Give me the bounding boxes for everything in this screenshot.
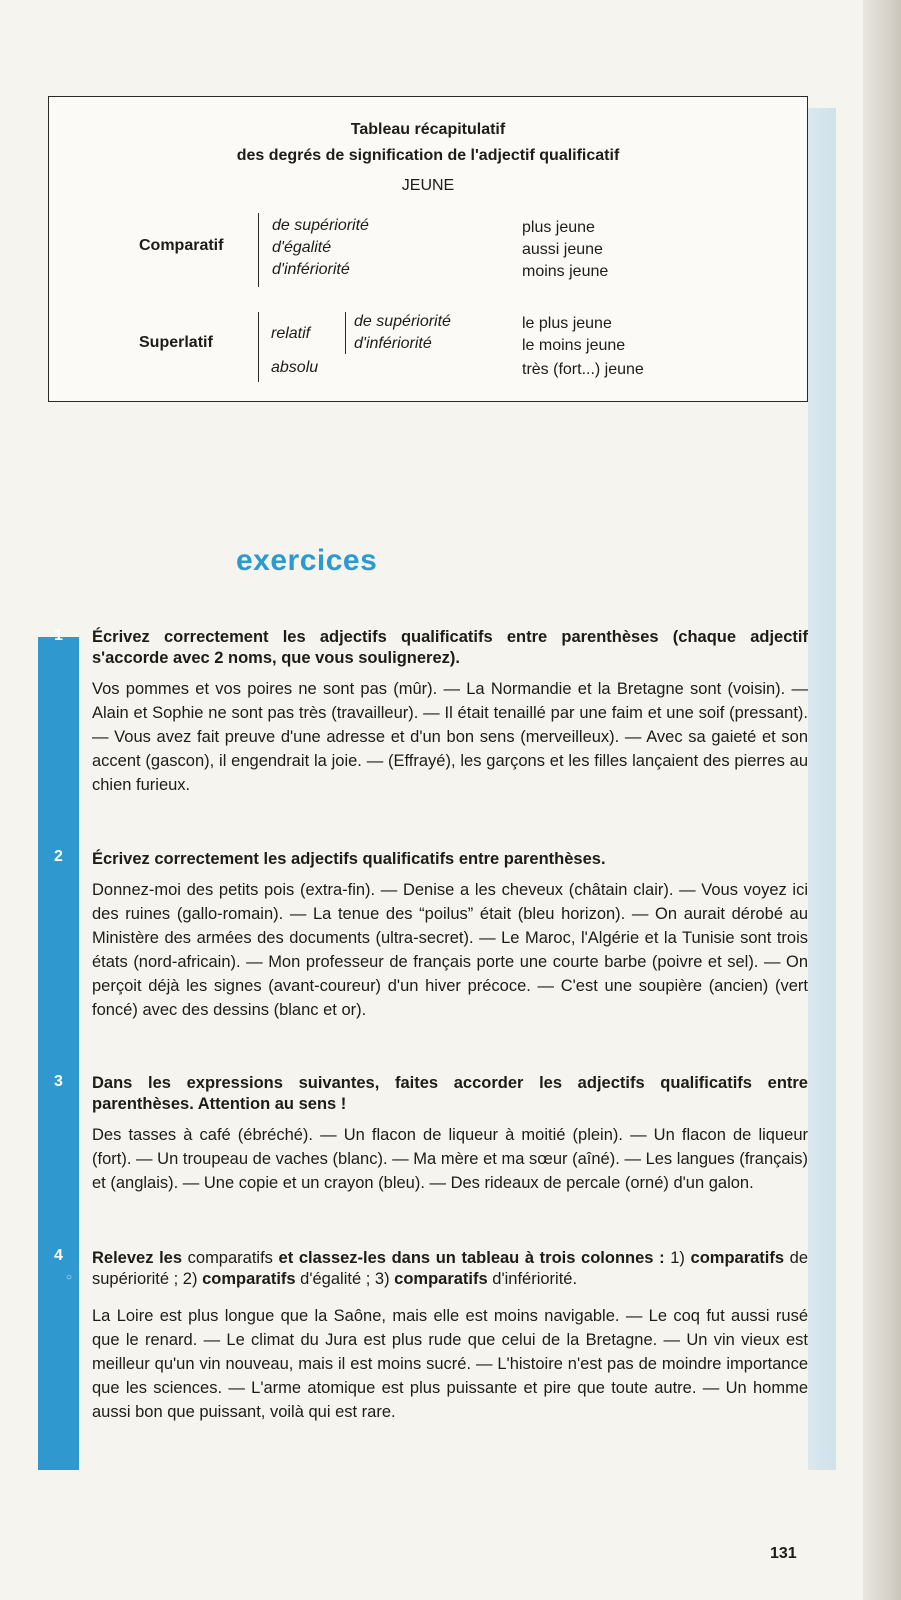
instr-part: comparatifs	[187, 1249, 273, 1267]
relatif-degree-1: de supériorité	[354, 313, 451, 330]
margin-tint	[808, 108, 836, 1470]
exercises-heading: exercices	[236, 544, 378, 577]
instr-part: de supériorité ;	[92, 1249, 809, 1288]
exercise-number-3: 3	[54, 1073, 63, 1090]
page-number: 131	[770, 1545, 797, 1562]
instr-part: 2)	[182, 1270, 203, 1288]
relatif-brace	[345, 312, 346, 354]
instr-part: comparatifs	[202, 1270, 296, 1288]
exercise-4-instruction	[92, 1248, 808, 1290]
relatif-degree-2: d'infériorité	[354, 335, 432, 352]
summary-word: JEUNE	[401, 177, 455, 194]
comparatif-degree-2: d'égalité	[272, 239, 332, 256]
exercise-3-instruction: Dans les expressions suivantes, faites accorder les adjectifs qualificatifs entre parenthèses. Attention au sens !	[92, 1074, 808, 1113]
exercise-2	[92, 849, 808, 1022]
exercise-number-2: 2	[54, 848, 63, 865]
bullet-dot-icon: ○	[66, 1272, 73, 1283]
relatif-example-2: le moins jeune	[522, 337, 626, 354]
summary-title-line1: Tableau récapitulatif	[350, 121, 506, 138]
exercise-3	[92, 1073, 808, 1195]
comparatif-example-2: aussi jeune	[522, 241, 603, 258]
superlatif-label: Superlatif	[139, 334, 213, 351]
exercise-1-text: Vos pommes et vos poires ne sont pas (mûr). — La Normandie et la Bretagne sont (voisin). — Alain et Sophie ne sont pas très (travailleur). — Il était tenaillé par une faim et une soif (pressant). — Vous avez fait preuve d'une adresse et d'un bon sens (merveilleux). — Avec sa gaieté et son accent (gascon), il engendrait la joie. — (Effrayé), les garçons et les filles lançaient des pierres au chien furieux.	[92, 680, 808, 794]
comparatif-degree-1: de supériorité	[272, 217, 369, 234]
exercise-number-strip	[38, 637, 79, 1470]
comparatif-brace	[258, 213, 259, 287]
exercise-4-text: La Loire est plus longue que la Saône, mais elle est moins navigable. — Le coq fut aussi rusé que le renard. — Le climat du Jura est plus rude que celui de la Bretagne. — Un vin vieux est meilleur qu'un vin nouveau, mais il est moins sucré. — L'histoire n'est pas de moindre importance que les sciences. — L'arme atomique est plus puissante et pire que toute autre. — Un homme aussi bon que puissant, voilà qui est rare.	[92, 1307, 808, 1421]
exercise-2-instruction: Écrivez correctement les adjectifs qualificatifs entre parenthèses.	[92, 850, 606, 868]
instr-part: comparatifs	[690, 1249, 785, 1267]
comparatif-example-3: moins jeune	[522, 263, 609, 280]
page-edge-shadow	[863, 0, 901, 1600]
absolu-example: très (fort...) jeune	[522, 361, 644, 378]
comparatif-example-1: plus jeune	[522, 219, 595, 236]
instr-part: 3)	[374, 1270, 395, 1288]
instr-part: d'égalité ;	[295, 1270, 375, 1288]
superlatif-brace	[258, 312, 259, 382]
exercise-number-1: 1	[54, 627, 63, 644]
instr-part: d'infériorité.	[487, 1270, 578, 1288]
summary-title-line2: des degrés de signification de l'adjectif qualificatif	[236, 147, 620, 164]
exercise-2-text: Donnez-moi des petits pois (extra-fin). — Denise a les cheveux (châtain clair). — Vous voyez ici des ruines (gallo-romain). — La tenue des “poilus” était (bleu horizon). — On aurait dérobé au Ministère des armées des documents (ultra-secret). — Le Maroc, l'Algérie et la Tunisie sont trois états (nord-africain). — Mon professeur de français porte une courte barbe (poivre et sel). — On perçoit déjà les signes (avant-coureur) d'un hiver précoce. — C'est une soupière (ancien) (vert foncé) avec des dessins (blanc et or).	[92, 881, 808, 1019]
exercise-3-text: Des tasses à café (ébréché). — Un flacon de liqueur à moitié (plein). — Un flacon de liqueur (fort). — Un troupeau de vaches (blanc). — Ma mère et ma sœur (aîné). — Les langues (français) et (anglais). — Une copie et un crayon (bleu). — Des rideaux de percale (orné) d'un galon.	[92, 1126, 808, 1192]
comparatif-label: Comparatif	[139, 237, 224, 254]
instr-part: et classez-les dans un tableau à trois colonnes :	[272, 1249, 671, 1267]
summary-table-box	[48, 96, 808, 402]
instr-part: comparatifs	[394, 1270, 488, 1288]
superlatif-absolu: absolu	[271, 359, 319, 376]
exercise-number-4: 4	[54, 1247, 63, 1264]
instr-part: 1)	[670, 1249, 691, 1267]
exercise-1-instruction: Écrivez correctement les adjectifs qualificatifs entre parenthèses (chaque adjectif s'accorde avec 2 noms, que vous soulignerez).	[92, 628, 808, 667]
relatif-example-1: le plus jeune	[522, 315, 612, 332]
exercise-1	[92, 627, 808, 797]
superlatif-relatif: relatif	[271, 325, 311, 342]
exercise-4	[92, 1248, 808, 1424]
instr-part: Relevez les	[92, 1249, 188, 1267]
comparatif-degree-3: d'infériorité	[272, 261, 350, 278]
